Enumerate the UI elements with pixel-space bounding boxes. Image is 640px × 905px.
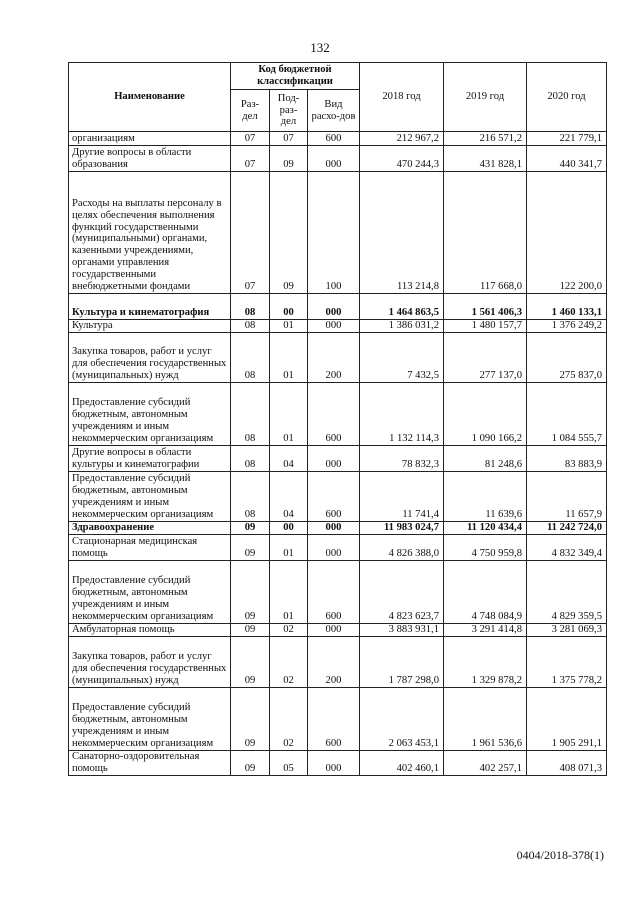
table-row bbox=[69, 382, 607, 445]
row-expense-type-code: 100 bbox=[308, 172, 360, 294]
table-row bbox=[69, 534, 607, 560]
row-section-code: 08 bbox=[231, 471, 270, 521]
row-subsection-code: 02 bbox=[270, 687, 308, 750]
row-amount-2020: 1 376 249,2 bbox=[527, 320, 607, 333]
row-amount-2019: 11 120 434,4 bbox=[444, 521, 527, 534]
row-amount-2019: 277 137,0 bbox=[444, 332, 527, 382]
row-section-code: 07 bbox=[231, 146, 270, 172]
row-name: Другие вопросы в области культуры и кинематографии bbox=[69, 445, 231, 471]
row-amount-2020: 1 084 555,7 bbox=[527, 382, 607, 445]
row-name: Закупка товаров, работ и услуг для обеспечения государственных (муниципальных) нужд bbox=[69, 332, 231, 382]
row-subsection-code: 09 bbox=[270, 172, 308, 294]
table-row bbox=[69, 320, 607, 333]
row-amount-2020: 1 460 133,1 bbox=[527, 294, 607, 320]
table-row bbox=[69, 146, 607, 172]
row-amount-2020: 3 281 069,3 bbox=[527, 623, 607, 636]
header-section: Раз-дел bbox=[231, 90, 270, 132]
row-section-code: 07 bbox=[231, 132, 270, 146]
row-amount-2019: 4 750 959,8 bbox=[444, 534, 527, 560]
row-name: Предоставление субсидий бюджетным, автономным учреждениям и иным некоммерческим организациям bbox=[69, 560, 231, 623]
row-subsection-code: 00 bbox=[270, 521, 308, 534]
row-section-code: 08 bbox=[231, 294, 270, 320]
row-name: Расходы на выплаты персоналу в целях обеспечения выполнения функций государственными (муниципальными) органами, казенными учреждениями, органами управления государственными внебюджетными фондами bbox=[69, 172, 231, 294]
row-subsection-code: 04 bbox=[270, 471, 308, 521]
table-row bbox=[69, 750, 607, 775]
row-expense-type-code: 000 bbox=[308, 146, 360, 172]
row-subsection-code: 01 bbox=[270, 382, 308, 445]
row-amount-2018: 1 132 114,3 bbox=[360, 382, 444, 445]
row-expense-type-code: 000 bbox=[308, 521, 360, 534]
table-row bbox=[69, 132, 607, 146]
row-name: организациям bbox=[69, 132, 231, 146]
row-amount-2019: 1 961 536,6 bbox=[444, 687, 527, 750]
row-amount-2020: 122 200,0 bbox=[527, 172, 607, 294]
row-section-code: 09 bbox=[231, 636, 270, 687]
row-amount-2020: 275 837,0 bbox=[527, 332, 607, 382]
header-code-group: Код бюджетной классификации bbox=[231, 63, 360, 90]
row-expense-type-code: 000 bbox=[308, 445, 360, 471]
table-row bbox=[69, 471, 607, 521]
row-amount-2019: 1 329 878,2 bbox=[444, 636, 527, 687]
header-year-2019: 2019 год bbox=[444, 63, 527, 132]
row-subsection-code: 04 bbox=[270, 445, 308, 471]
row-amount-2019: 1 561 406,3 bbox=[444, 294, 527, 320]
row-expense-type-code: 000 bbox=[308, 320, 360, 333]
row-amount-2020: 4 832 349,4 bbox=[527, 534, 607, 560]
row-amount-2020: 83 883,9 bbox=[527, 445, 607, 471]
table-row bbox=[69, 294, 607, 320]
row-amount-2019: 11 639,6 bbox=[444, 471, 527, 521]
row-section-code: 09 bbox=[231, 750, 270, 775]
row-amount-2019: 216 571,2 bbox=[444, 132, 527, 146]
table-row bbox=[69, 521, 607, 534]
row-expense-type-code: 000 bbox=[308, 534, 360, 560]
row-name: Культура bbox=[69, 320, 231, 333]
row-section-code: 07 bbox=[231, 172, 270, 294]
table-row bbox=[69, 332, 607, 382]
row-amount-2018: 113 214,8 bbox=[360, 172, 444, 294]
table-row bbox=[69, 172, 607, 294]
row-amount-2019: 4 748 084,9 bbox=[444, 560, 527, 623]
row-section-code: 09 bbox=[231, 687, 270, 750]
row-name: Другие вопросы в области образования bbox=[69, 146, 231, 172]
row-amount-2018: 212 967,2 bbox=[360, 132, 444, 146]
row-amount-2020: 440 341,7 bbox=[527, 146, 607, 172]
row-section-code: 08 bbox=[231, 445, 270, 471]
table-row bbox=[69, 560, 607, 623]
row-section-code: 09 bbox=[231, 521, 270, 534]
row-expense-type-code: 000 bbox=[308, 750, 360, 775]
row-amount-2020: 4 829 359,5 bbox=[527, 560, 607, 623]
row-section-code: 09 bbox=[231, 623, 270, 636]
row-expense-type-code: 200 bbox=[308, 636, 360, 687]
row-amount-2020: 408 071,3 bbox=[527, 750, 607, 775]
row-section-code: 08 bbox=[231, 332, 270, 382]
row-section-code: 09 bbox=[231, 560, 270, 623]
row-amount-2019: 1 480 157,7 bbox=[444, 320, 527, 333]
row-amount-2019: 3 291 414,8 bbox=[444, 623, 527, 636]
row-expense-type-code: 000 bbox=[308, 294, 360, 320]
page-number: 132 bbox=[310, 40, 330, 55]
row-amount-2018: 78 832,3 bbox=[360, 445, 444, 471]
row-name: Закупка товаров, работ и услуг для обеспечения государственных (муниципальных) нужд bbox=[69, 636, 231, 687]
header-name: Наименование bbox=[69, 63, 231, 132]
row-section-code: 09 bbox=[231, 534, 270, 560]
row-section-code: 08 bbox=[231, 320, 270, 333]
row-subsection-code: 09 bbox=[270, 146, 308, 172]
table-body bbox=[69, 132, 607, 776]
row-amount-2018: 3 883 931,1 bbox=[360, 623, 444, 636]
table-row bbox=[69, 623, 607, 636]
row-expense-type-code: 600 bbox=[308, 560, 360, 623]
header-year-2018: 2018 год bbox=[360, 63, 444, 132]
row-section-code: 08 bbox=[231, 382, 270, 445]
row-name: Амбулаторная помощь bbox=[69, 623, 231, 636]
row-amount-2018: 11 741,4 bbox=[360, 471, 444, 521]
table-row bbox=[69, 445, 607, 471]
row-amount-2020: 1 375 778,2 bbox=[527, 636, 607, 687]
row-subsection-code: 05 bbox=[270, 750, 308, 775]
row-amount-2018: 11 983 024,7 bbox=[360, 521, 444, 534]
row-subsection-code: 01 bbox=[270, 320, 308, 333]
row-amount-2018: 1 464 863,5 bbox=[360, 294, 444, 320]
row-expense-type-code: 600 bbox=[308, 382, 360, 445]
row-expense-type-code: 200 bbox=[308, 332, 360, 382]
row-amount-2019: 431 828,1 bbox=[444, 146, 527, 172]
header-expense-type: Вид расхо-дов bbox=[308, 90, 360, 132]
row-name: Санаторно-оздоровительная помощь bbox=[69, 750, 231, 775]
row-amount-2019: 1 090 166,2 bbox=[444, 382, 527, 445]
row-subsection-code: 00 bbox=[270, 294, 308, 320]
row-expense-type-code: 600 bbox=[308, 687, 360, 750]
row-amount-2019: 402 257,1 bbox=[444, 750, 527, 775]
row-amount-2020: 11 657,9 bbox=[527, 471, 607, 521]
row-expense-type-code: 600 bbox=[308, 471, 360, 521]
table-row bbox=[69, 687, 607, 750]
row-amount-2018: 470 244,3 bbox=[360, 146, 444, 172]
row-name: Здравоохранение bbox=[69, 521, 231, 534]
row-name: Культура и кинематография bbox=[69, 294, 231, 320]
row-subsection-code: 01 bbox=[270, 332, 308, 382]
row-amount-2020: 221 779,1 bbox=[527, 132, 607, 146]
row-subsection-code: 01 bbox=[270, 560, 308, 623]
row-amount-2018: 7 432,5 bbox=[360, 332, 444, 382]
row-amount-2020: 11 242 724,0 bbox=[527, 521, 607, 534]
row-name: Предоставление субсидий бюджетным, автономным учреждениям и иным некоммерческим организациям bbox=[69, 471, 231, 521]
header-year-2020: 2020 год bbox=[527, 63, 607, 132]
row-amount-2018: 4 823 623,7 bbox=[360, 560, 444, 623]
row-expense-type-code: 600 bbox=[308, 132, 360, 146]
row-expense-type-code: 000 bbox=[308, 623, 360, 636]
footer-code: 0404/2018-378(1) bbox=[516, 848, 604, 862]
row-amount-2018: 4 826 388,0 bbox=[360, 534, 444, 560]
row-subsection-code: 01 bbox=[270, 534, 308, 560]
row-amount-2018: 1 386 031,2 bbox=[360, 320, 444, 333]
row-amount-2018: 2 063 453,1 bbox=[360, 687, 444, 750]
row-name: Предоставление субсидий бюджетным, автономным учреждениям и иным некоммерческим организациям bbox=[69, 382, 231, 445]
row-subsection-code: 02 bbox=[270, 623, 308, 636]
row-name: Стационарная медицинская помощь bbox=[69, 534, 231, 560]
table-row bbox=[69, 636, 607, 687]
row-subsection-code: 07 bbox=[270, 132, 308, 146]
row-amount-2018: 402 460,1 bbox=[360, 750, 444, 775]
row-subsection-code: 02 bbox=[270, 636, 308, 687]
row-amount-2019: 117 668,0 bbox=[444, 172, 527, 294]
row-name: Предоставление субсидий бюджетным, автономным учреждениям и иным некоммерческим организациям bbox=[69, 687, 231, 750]
row-amount-2019: 81 248,6 bbox=[444, 445, 527, 471]
budget-table bbox=[68, 62, 607, 776]
row-amount-2018: 1 787 298,0 bbox=[360, 636, 444, 687]
row-amount-2020: 1 905 291,1 bbox=[527, 687, 607, 750]
header-subsection: Под-раз-дел bbox=[270, 90, 308, 132]
